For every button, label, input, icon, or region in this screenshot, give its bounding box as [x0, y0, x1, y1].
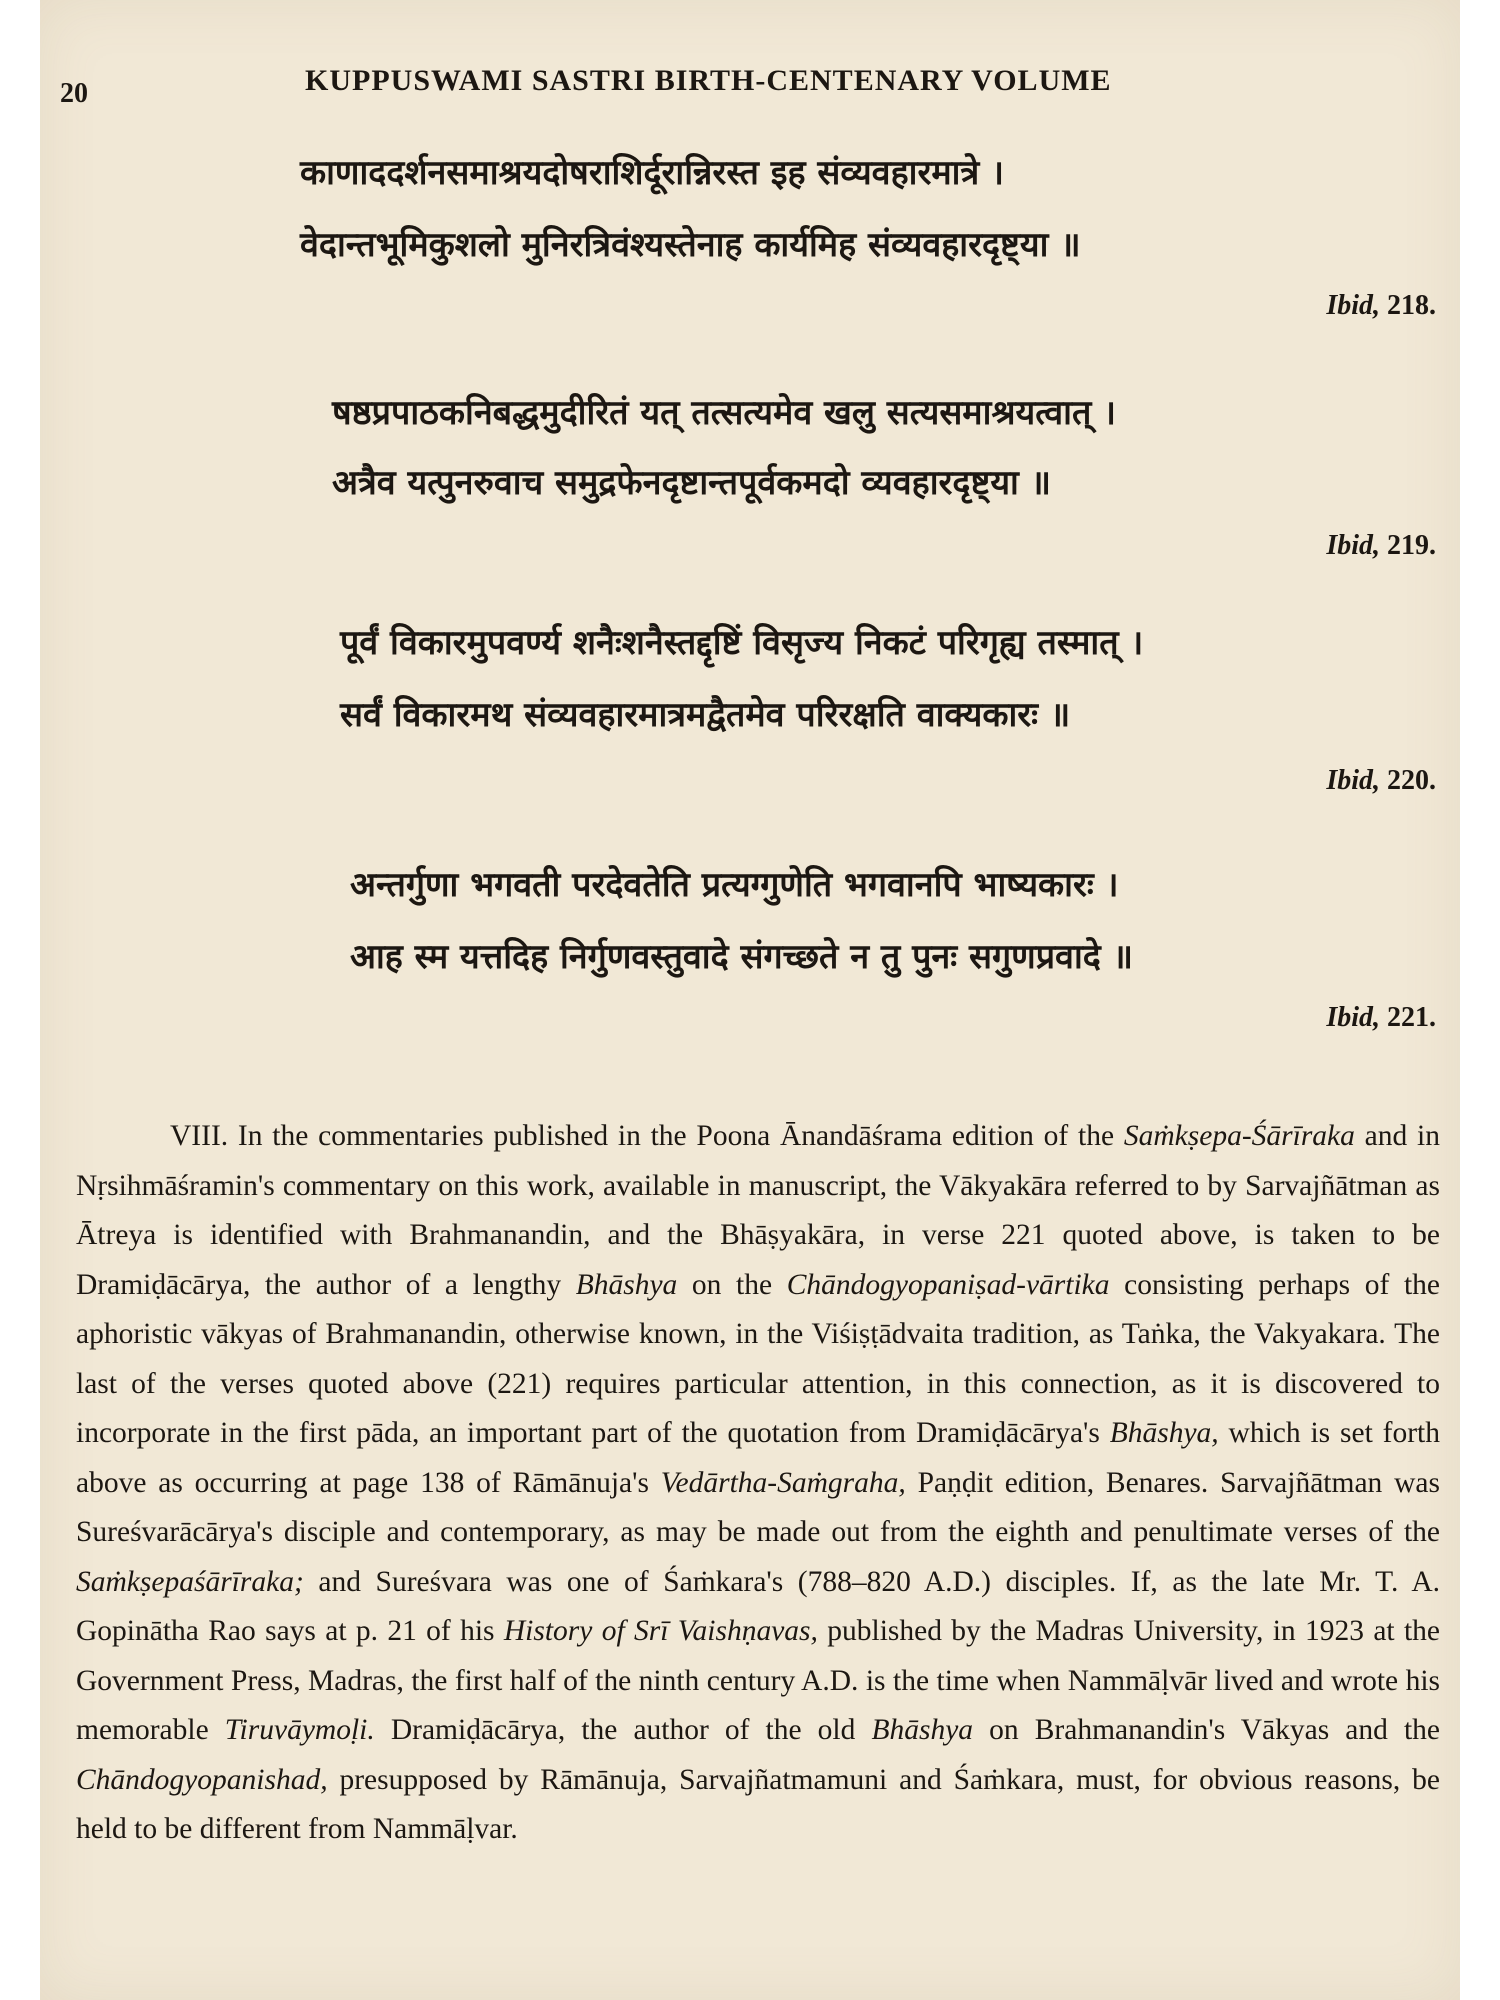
italic-title: Saṁkṣepa-Śārīraka	[1123, 1120, 1355, 1152]
text-run: on Brahmanandin's Vākyas and the	[973, 1714, 1440, 1746]
italic-title: Saṁkṣepaśārīraka;	[76, 1565, 304, 1598]
italic-title: Bhāshya,	[1109, 1417, 1219, 1449]
verse-221-line-2: आह स्म यत्तदिह निर्गुणवस्तुवादे संगच्छते न तु पुनः सगुणप्रवादे ॥	[350, 937, 1134, 977]
citation-number: 219.	[1387, 530, 1436, 561]
verse-221-line-1: अन्तर्गुणा भगवती परदेवतेति प्रत्यग्गुणेति भगवानपि भाष्यकारः ।	[350, 865, 1119, 905]
running-title: KUPPUSWAMI SASTRI BIRTH-CENTENARY VOLUME	[305, 64, 1112, 97]
text-run: presupposed by Rāmānuja, Sarvajñatmamuni and Śaṁkara, must, for obvious reasons, be held to be different from Nammāḷvar.	[76, 1763, 1440, 1845]
citation-number: 220.	[1387, 765, 1436, 796]
text-run: Paṇḍit edition, Benares. Sarvajñātman was Sureśvarācārya's disciple and contemporary, as may be made out from the eighth and penultimate verses of the	[76, 1466, 1440, 1548]
paragraph-text	[76, 1112, 1440, 1855]
italic-title: Chāndogyopanishad,	[76, 1763, 328, 1796]
verse-219-line-2: अत्रैव यत्पुनरुवाच समुद्रफेनदृष्टान्तपूर्वकमदो व्यवहारदृष्ट्या ॥	[332, 463, 1052, 503]
italic-title: History of Srī Vaishṇavas,	[503, 1615, 818, 1647]
verse-220-line-1: पूर्वं विकारमुपवर्ण्य शनैःशनैस्तद्दृष्टिं विसृज्य निकटं परिगृह्य तस्मात् ।	[340, 623, 1144, 663]
verse-220-line-2: सर्वं विकारमथ संव्यवहारमात्रमद्वैतमेव परिरक्षति वाक्यकारः ॥	[340, 695, 1071, 735]
italic-title: Tiruvāymoḷi.	[224, 1714, 375, 1746]
text-run: and Sureśvara was one of Śaṁkara's (788–820 A.D.) disciples. If, as the late Mr. T. A. Gopinātha Rao says at p. 21 of his	[76, 1565, 1440, 1647]
citation-220	[1326, 765, 1436, 797]
page-number: 20	[60, 78, 88, 109]
citation-label: Ibid,	[1326, 290, 1380, 321]
citation-label: Ibid,	[1326, 1002, 1380, 1033]
italic-title: Vedārtha-Saṁgraha,	[660, 1466, 906, 1499]
text-run: on the	[677, 1268, 787, 1301]
citation-label: Ibid,	[1326, 530, 1380, 561]
section-viii-paragraph	[76, 1112, 1440, 1855]
italic-title: Chāndogyopaniṣad-vārtika	[786, 1268, 1110, 1301]
text-run: consisting perhaps of the aphoristic vākyas of Brahmanandin, otherwise known, in the Viśiṣṭādvaita tradition, as Taṅka, the Vakyakara. The last of the verses quoted above (221) requires particular attention, in this connection, as it is discovered to incorporate in the first pāda, an important part of the quotation from Dramiḍācārya's	[76, 1268, 1440, 1449]
text-run: and in Nṛsihmāśramin's commentary on this work, available in manuscript, the Vākyakāra referred to by Sarvajñātman as Ātreya is identified with Brahmanandin, and the Bhāṣyakāra, in verse 221 quoted above, is taken to be Dramiḍācārya, the author of a lengthy	[76, 1120, 1441, 1301]
italic-title: Bhāshya	[871, 1714, 974, 1746]
citation-label: Ibid,	[1326, 765, 1380, 796]
book-page	[40, 0, 1460, 2000]
citation-number: 218.	[1387, 290, 1436, 321]
citation-218	[1326, 290, 1436, 322]
citation-219	[1326, 530, 1436, 562]
citation-number: 221.	[1387, 1002, 1436, 1033]
verse-218-line-2: वेदान्तभूमिकुशलो मुनिरत्रिवंश्यस्तेनाह कार्यमिह संव्यवहारदृष्ट्या ॥	[300, 225, 1081, 265]
text-run: which is set forth above as occurring at page 138 of Rāmānuja's	[76, 1417, 1440, 1499]
verse-219-line-1: षष्ठप्रपाठकनिबद्धमुदीरितं यत् तत्सत्यमेव खलु सत्यसमाश्रयत्वात् ।	[332, 393, 1117, 433]
text-run: Dramiḍācārya, the author of the old	[374, 1714, 872, 1746]
verse-218-line-1: काणाददर्शनसमाश्रयदोषराशिर्दूरान्निरस्त इह संव्यवहारमात्रे ।	[300, 153, 1004, 193]
italic-title: Bhāshya	[575, 1268, 678, 1301]
text-run: published by the Madras University, in 1923 at the Government Press, Madras, the first half of the ninth century A.D. is the time when Nammāḷvār lived and wrote his memorable	[76, 1615, 1440, 1746]
text-run: VIII. In the commentaries published in the Poona Ānandāśrama edition of the	[170, 1120, 1124, 1152]
citation-221	[1326, 1002, 1436, 1034]
